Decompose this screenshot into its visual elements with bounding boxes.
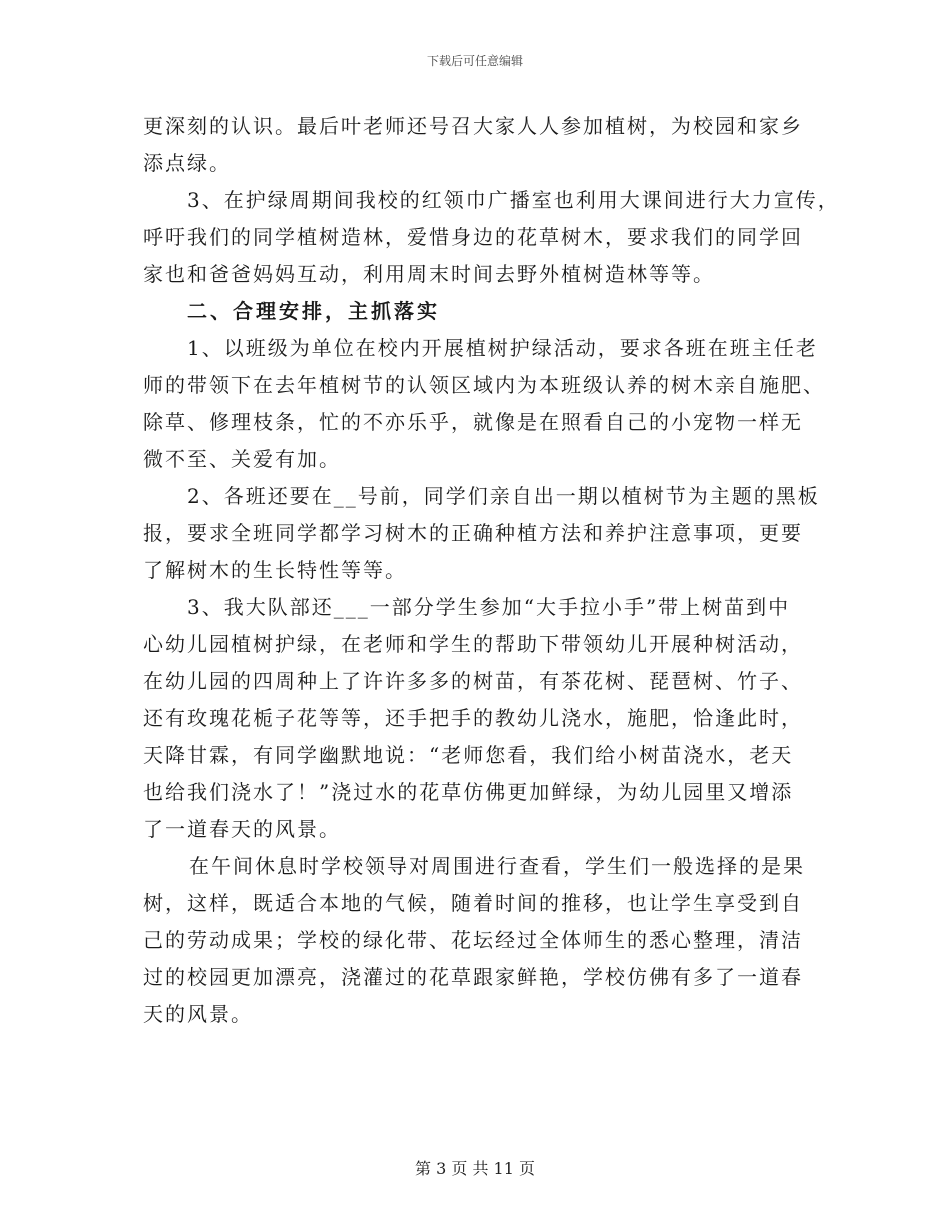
page-number-footer: 第 3 页 共 11 页 <box>415 1159 535 1178</box>
paragraph-line: 过的校园更加漂亮，浇灌过的花草跟家鲜艳，学校仿佛有多了一道春 <box>143 965 803 989</box>
paragraph-line: 3、我大队部还___一部分学生参加“大手拉小手”带上树苗到中 <box>187 595 791 619</box>
paragraph-line: 天降甘霖，有同学幽默地说：“老师您看，我们给小树苗浇水，老天 <box>143 743 794 767</box>
paragraph-line: 家也和爸爸妈妈互动，利用周末时间去野外植树造林等等。 <box>143 262 715 286</box>
paragraph-line: 添点绿。 <box>143 151 231 175</box>
paragraph-line: 师的带领下在去年植树节的认领区域内为本班级认养的树木亲自施肥、 <box>143 373 825 397</box>
paragraph-line: 天的风景。 <box>143 1002 253 1026</box>
section-heading: 二、合理安排，主抓落实 <box>187 299 440 323</box>
page-header-note: 下载后可任意编辑 <box>426 54 523 68</box>
paragraph-line: 更深刻的认识。最后叶老师还号召大家人人参加植树，为校园和家乡 <box>143 114 803 138</box>
paragraph-line: 2、各班还要在__号前，同学们亲自出一期以植树节为主题的黑板 <box>187 484 820 508</box>
paragraph-line: 报，要求全班同学都学习树木的正确种植方法和养护注意事项，更要 <box>143 521 803 545</box>
paragraph-line: 在幼儿园的四周种上了许许多多的树苗，有茶花树、琵琶树、竹子、 <box>143 669 803 693</box>
paragraph-line: 在午间休息时学校领导对周围进行查看，学生们一般选择的是果 <box>189 854 805 878</box>
paragraph-line: 微不至、关爱有加。 <box>143 447 341 471</box>
paragraph-line: 了解树木的生长特性等等。 <box>143 558 407 582</box>
paragraph-line: 3、在护绿周期间我校的红领巾广播室也利用大课间进行大力宣传， <box>187 188 840 212</box>
paragraph-line: 1、以班级为单位在校内开展植树护绿活动，要求各班在班主任老 <box>187 336 818 360</box>
paragraph-line: 还有玫瑰花栀子花等等，还手把手的教幼儿浇水，施肥，恰逢此时， <box>143 706 803 730</box>
paragraph-line: 己的劳动成果；学校的绿化带、花坛经过全体师生的悉心整理，清洁 <box>143 928 803 952</box>
paragraph-line: 树，这样，既适合本地的气候，随着时间的推移，也让学生享受到自 <box>143 891 803 915</box>
paragraph-line: 也给我们浇水了！”浇过水的花草仿佛更加鲜绿，为幼儿园里又增添 <box>143 780 794 804</box>
paragraph-line: 心幼儿园植树护绿，在老师和学生的帮助下带领幼儿开展种树活动， <box>143 632 803 656</box>
paragraph-line: 了一道春天的风景。 <box>143 817 341 841</box>
paragraph-line: 呼吁我们的同学植树造林，爱惜身边的花草树木，要求我们的同学回 <box>143 225 803 249</box>
paragraph-line: 除草、修理枝条，忙的不亦乐乎，就像是在照看自己的小宠物一样无 <box>143 410 803 434</box>
document-body <box>143 108 840 1033</box>
